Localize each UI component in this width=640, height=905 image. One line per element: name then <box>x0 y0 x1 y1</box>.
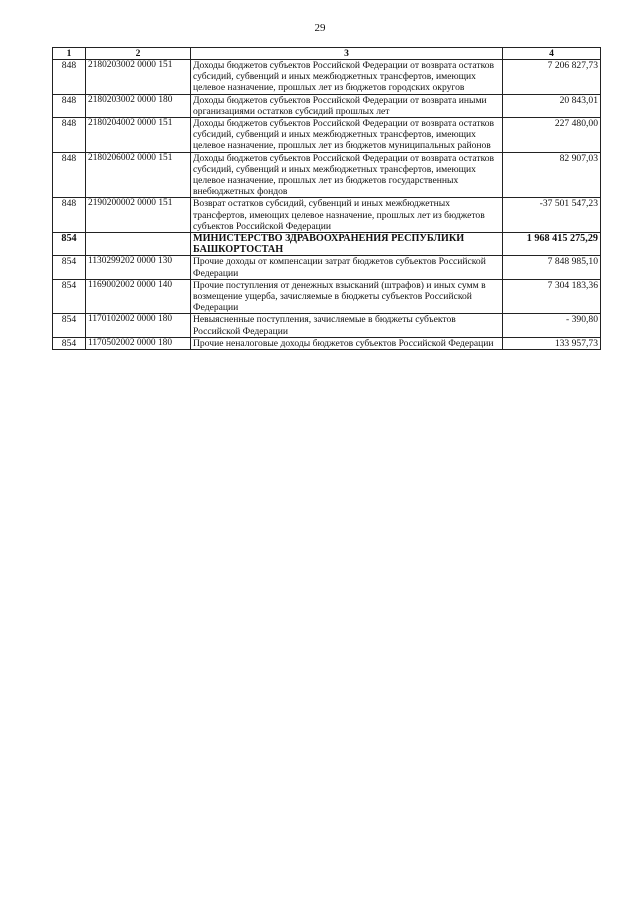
admin-code-cell: 854 <box>53 233 86 256</box>
amount-cell: 82 907,03 <box>503 152 601 198</box>
budget-code-cell: 1170102002 0000 180 <box>86 314 191 337</box>
revenue-name-cell: Прочие неналоговые доходы бюджетов субъектов Российской Федерации <box>191 337 503 349</box>
revenue-name-cell: Возврат остатков субсидий, субвенций и иных межбюджетных трансфертов, имеющих целевое назначение, прошлых лет из бюджетов субъектов Российской Федерации <box>191 198 503 233</box>
amount-cell: 133 957,73 <box>503 337 601 349</box>
amount-cell: 7 848 985,10 <box>503 256 601 279</box>
budget-code-cell: 2180203002 0000 180 <box>86 94 191 117</box>
column-header-4: 4 <box>503 48 601 60</box>
admin-code-cell: 848 <box>53 198 86 233</box>
revenue-name-cell: Доходы бюджетов субъектов Российской Федерации от возврата остатков субсидий, субвенций и иных межбюджетных трансфертов, имеющих целевое назначение, прошлых лет из бюджетов муниципальных районов <box>191 118 503 153</box>
column-header-3: 3 <box>191 48 503 60</box>
revenue-name-cell: МИНИСТЕРСТВО ЗДРАВООХРАНЕНИЯ РЕСПУБЛИКИ БАШКОРТОСТАН <box>191 233 503 256</box>
table-row <box>53 94 601 117</box>
table-row <box>53 279 601 314</box>
budget-code-cell: 1130299202 0000 130 <box>86 256 191 279</box>
budget-code-cell: 1169002002 0000 140 <box>86 279 191 314</box>
amount-cell: 227 480,00 <box>503 118 601 153</box>
table-row <box>53 256 601 279</box>
admin-code-cell: 848 <box>53 60 86 95</box>
admin-code-cell: 848 <box>53 152 86 198</box>
revenue-name-cell: Прочие поступления от денежных взысканий (штрафов) и иных сумм в возмещение ущерба, зачисляемые в бюджеты субъектов Российской Федерации <box>191 279 503 314</box>
admin-code-cell: 854 <box>53 314 86 337</box>
revenue-name-cell: Прочие доходы от компенсации затрат бюджетов субъектов Российской Федерации <box>191 256 503 279</box>
table-row <box>53 60 601 95</box>
table-row <box>53 198 601 233</box>
column-header-1: 1 <box>53 48 86 60</box>
budget-code-cell: 1170502002 0000 180 <box>86 337 191 349</box>
revenue-name-cell: Доходы бюджетов субъектов Российской Федерации от возврата остатков субсидий, субвенций и иных межбюджетных трансфертов, имеющих целевое назначение, прошлых лет из бюджетов городских округов <box>191 60 503 95</box>
revenue-name-cell: Доходы бюджетов субъектов Российской Федерации от возврата иными организациями остатков субсидий прошлых лет <box>191 94 503 117</box>
table-row <box>53 314 601 337</box>
table-row <box>53 152 601 198</box>
revenue-name-cell: Невыясненные поступления, зачисляемые в бюджеты субъектов Российской Федерации <box>191 314 503 337</box>
budget-code-cell: 2190200002 0000 151 <box>86 198 191 233</box>
table-row <box>53 118 601 153</box>
admin-code-cell: 854 <box>53 337 86 349</box>
amount-cell: - 390,80 <box>503 314 601 337</box>
admin-code-cell: 848 <box>53 94 86 117</box>
amount-cell: 7 206 827,73 <box>503 60 601 95</box>
table-row <box>53 337 601 349</box>
amount-cell: 7 304 183,36 <box>503 279 601 314</box>
page-number: 29 <box>314 22 326 34</box>
amount-cell: -37 501 547,23 <box>503 198 601 233</box>
table-header-row <box>53 48 601 60</box>
budget-revenue-table <box>52 47 601 350</box>
admin-code-cell: 854 <box>53 279 86 314</box>
amount-cell: 20 843,01 <box>503 94 601 117</box>
revenue-name-cell: Доходы бюджетов субъектов Российской Федерации от возврата остатков субсидий, субвенций и иных межбюджетных трансфертов, имеющих целевое назначение, прошлых лет из бюджетов государственных внебюджетных фондов <box>191 152 503 198</box>
budget-code-cell: 2180206002 0000 151 <box>86 152 191 198</box>
budget-code-cell <box>86 233 191 256</box>
amount-cell: 1 968 415 275,29 <box>503 233 601 256</box>
budget-code-cell: 2180203002 0000 151 <box>86 60 191 95</box>
admin-code-cell: 854 <box>53 256 86 279</box>
table-row <box>53 233 601 256</box>
column-header-2: 2 <box>86 48 191 60</box>
admin-code-cell: 848 <box>53 118 86 153</box>
budget-code-cell: 2180204002 0000 151 <box>86 118 191 153</box>
